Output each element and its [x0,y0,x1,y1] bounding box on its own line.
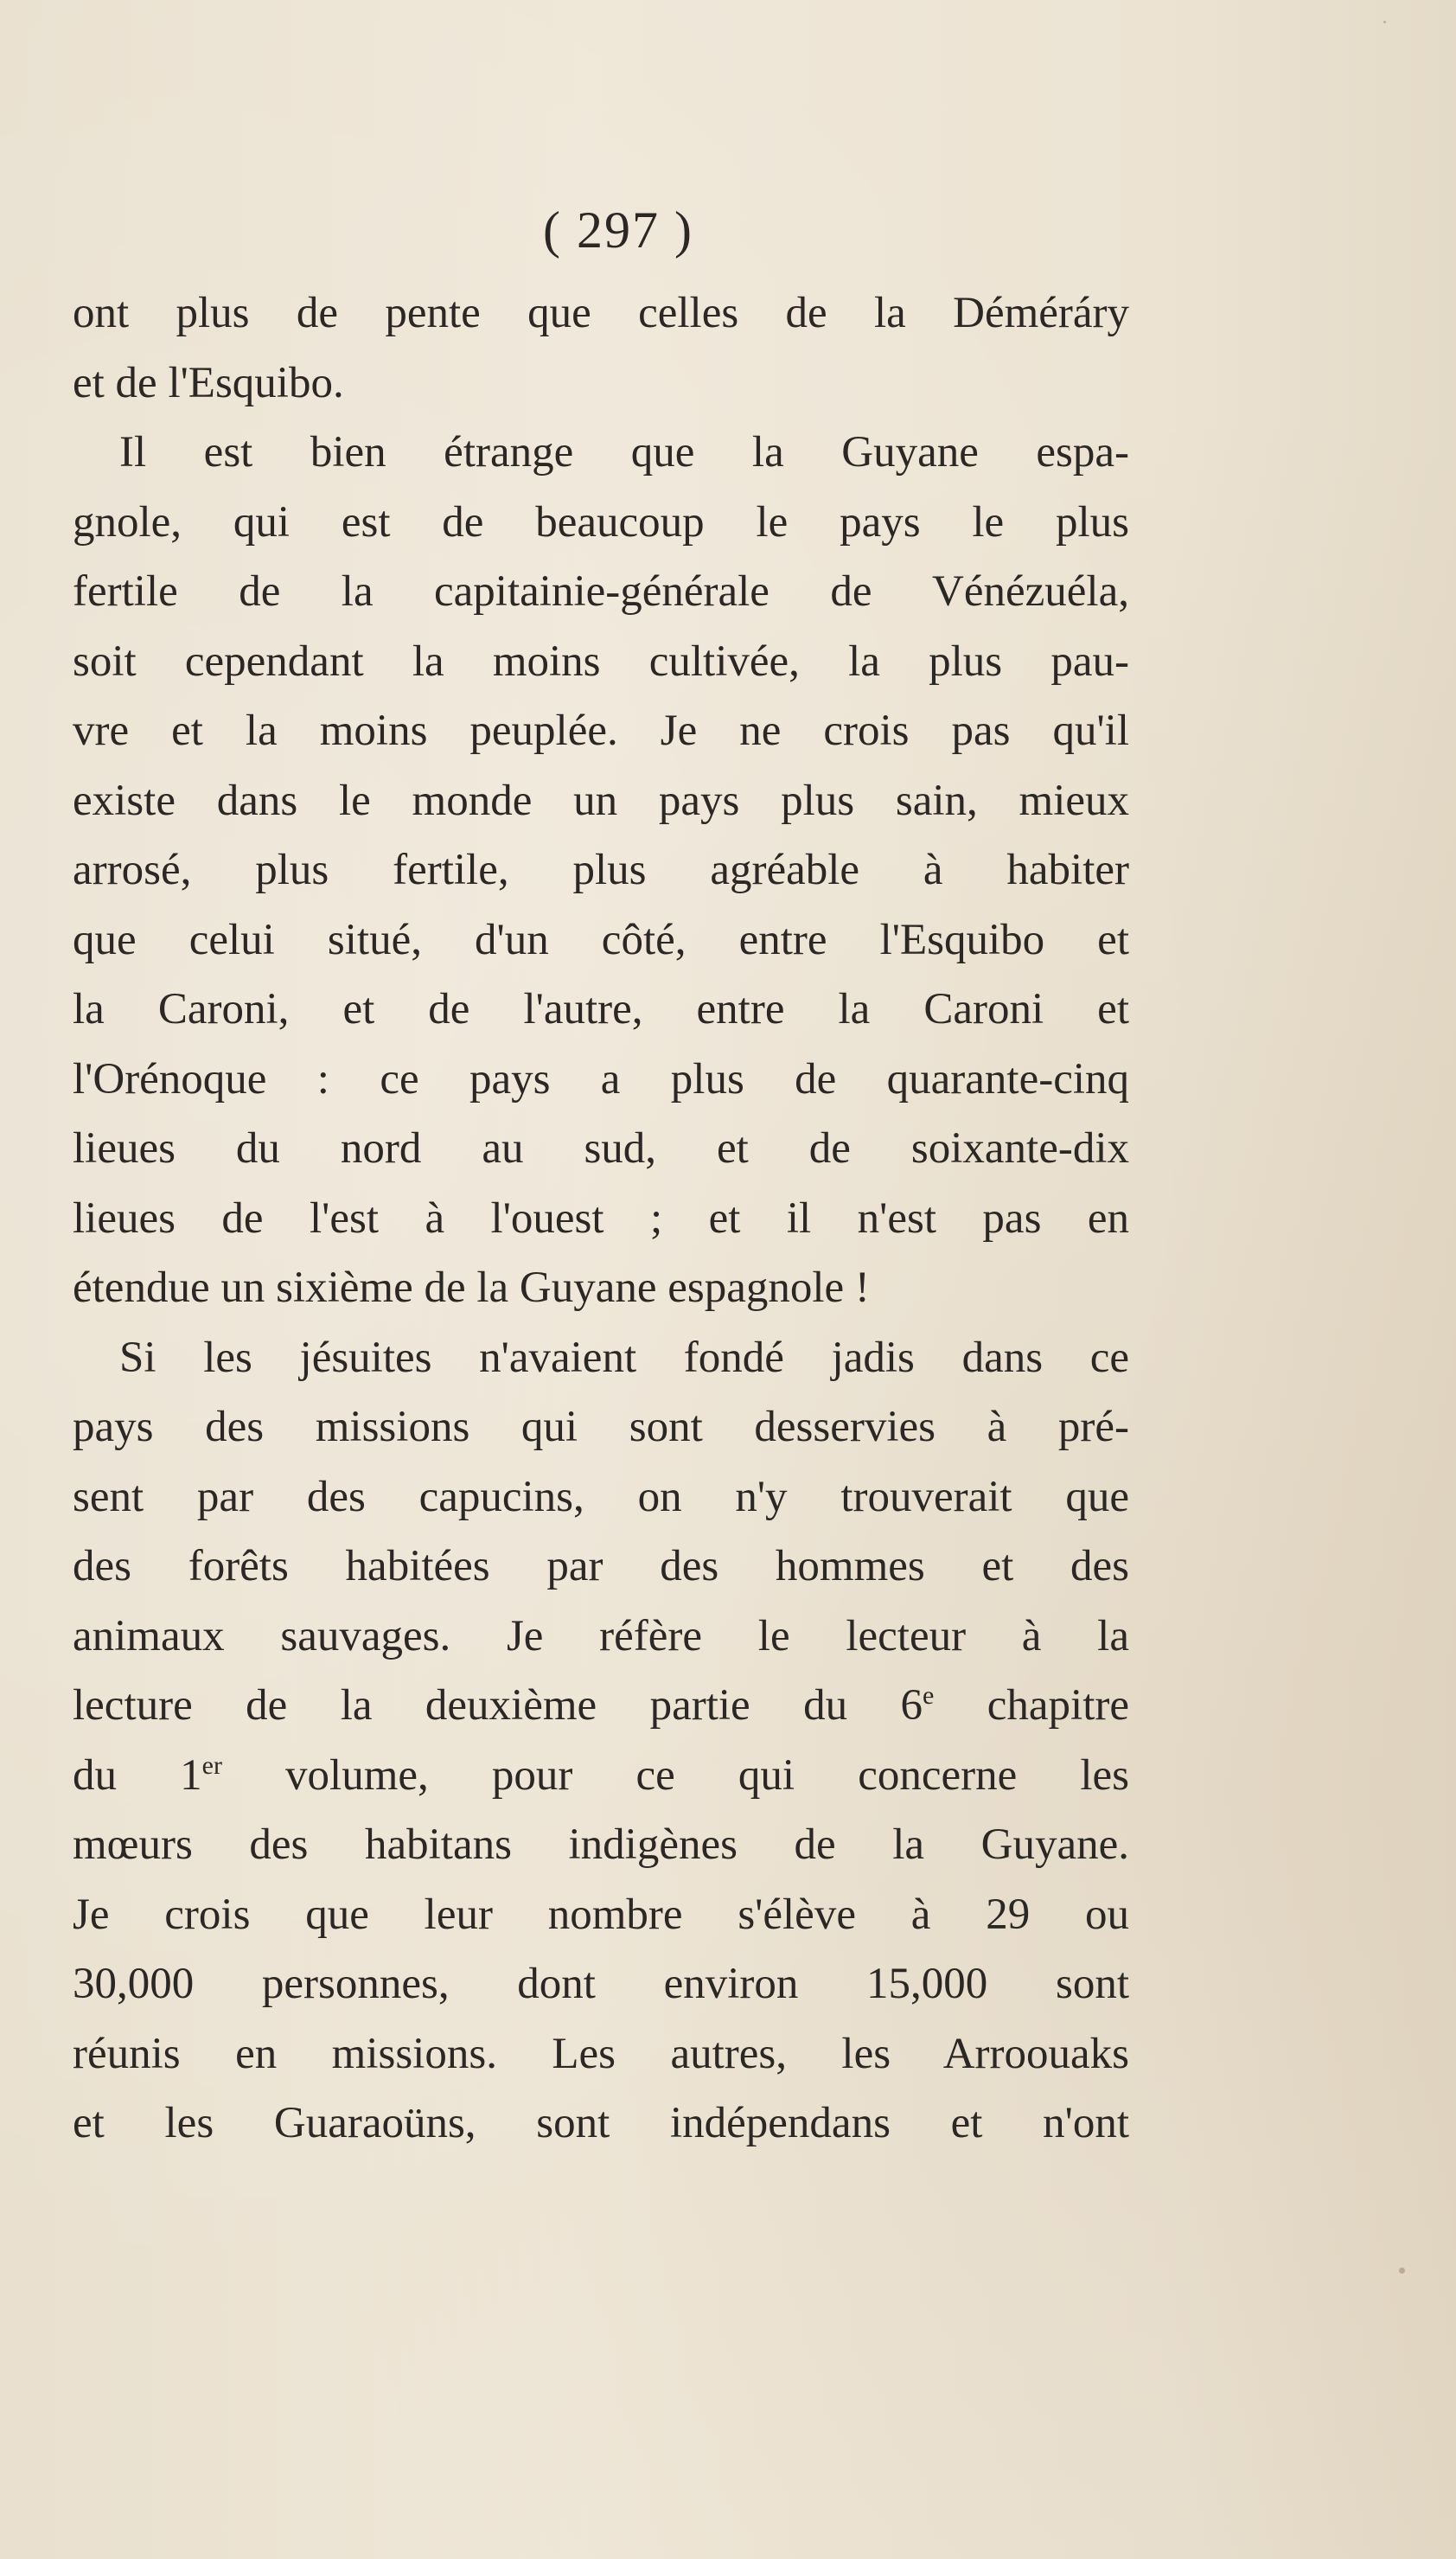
text-segment: du 1 [73,1750,202,1800]
text-line: animaux sauvages. Je réfère le lecteur à la [73,1611,1129,1660]
text-line: soit cependant la moins cultivée, la plus pau- [73,637,1129,686]
text-line: et les Guaraoüns, sont indépendans et n'ont [73,2099,1129,2147]
text-line: des forêts habitées par des hommes et des [73,1542,1129,1590]
superscript: er [201,1750,222,1780]
text-line: gnole, qui est de beaucoup le pays le plus [73,497,1129,547]
text-line: l'Orénoque : ce pays a plus de quarante-cinq [73,1054,1129,1104]
text-line: Je crois que leur nombre s'élève à 29 ou [73,1890,1129,1939]
paper-spot [1383,21,1386,23]
text-line: la Caroni, et de l'autre, entre la Caroni et [73,985,1129,1033]
text-line: Si les jésuites n'avaient fondé jadis dans ce [119,1333,1129,1382]
text-line: sent par des capucins, on n'y trouverait que [73,1472,1129,1521]
text-line [73,1741,1129,1811]
text-line: existe dans le monde un pays plus sain, mieux [73,776,1129,825]
text-line: étendue un sixième de la Guyane espagnole ! [73,1264,870,1312]
text-line: mœurs des habitans indigènes de la Guyane. [73,1820,1129,1869]
text-line [73,1671,1129,1741]
text-segment: volume, pour ce qui concerne les [221,1750,1129,1800]
text-line: réunis en missions. Les autres, les Arroouaks [73,2029,1129,2078]
body-text [73,278,1129,2159]
text-line: que celui situé, d'un côté, entre l'Esquibo et [73,915,1129,964]
text-line: 30,000 personnes, dont environ 15,000 sont [73,1960,1129,2008]
text-line: Il est bien étrange que la Guyane espa- [119,428,1129,477]
page-number: ( 297 ) [543,202,693,259]
text-line: arrosé, plus fertile, plus agréable à habiter [73,846,1129,894]
text-segment: chapitre [934,1681,1130,1730]
text-line: pays des missions qui sont desservies à pré- [73,1403,1129,1451]
text-line: lieues du nord au sud, et de soixante-dix [73,1124,1129,1173]
text-line: et de l'Esquibo. [73,358,344,407]
text-line: lieues de l'est à l'ouest ; et il n'est pas en [73,1193,1129,1243]
text-line: ont plus de pente que celles de la Déméráry [73,289,1129,337]
text-segment: lecture de la deuxième partie du 6 [73,1681,923,1730]
paper-spot [1399,2268,1405,2274]
text-line: fertile de la capitainie-générale de Vénézuéla, [73,567,1129,616]
text-line: vre et la moins peuplée. Je ne crois pas qu'il [73,707,1129,755]
superscript: e [923,1681,935,1710]
